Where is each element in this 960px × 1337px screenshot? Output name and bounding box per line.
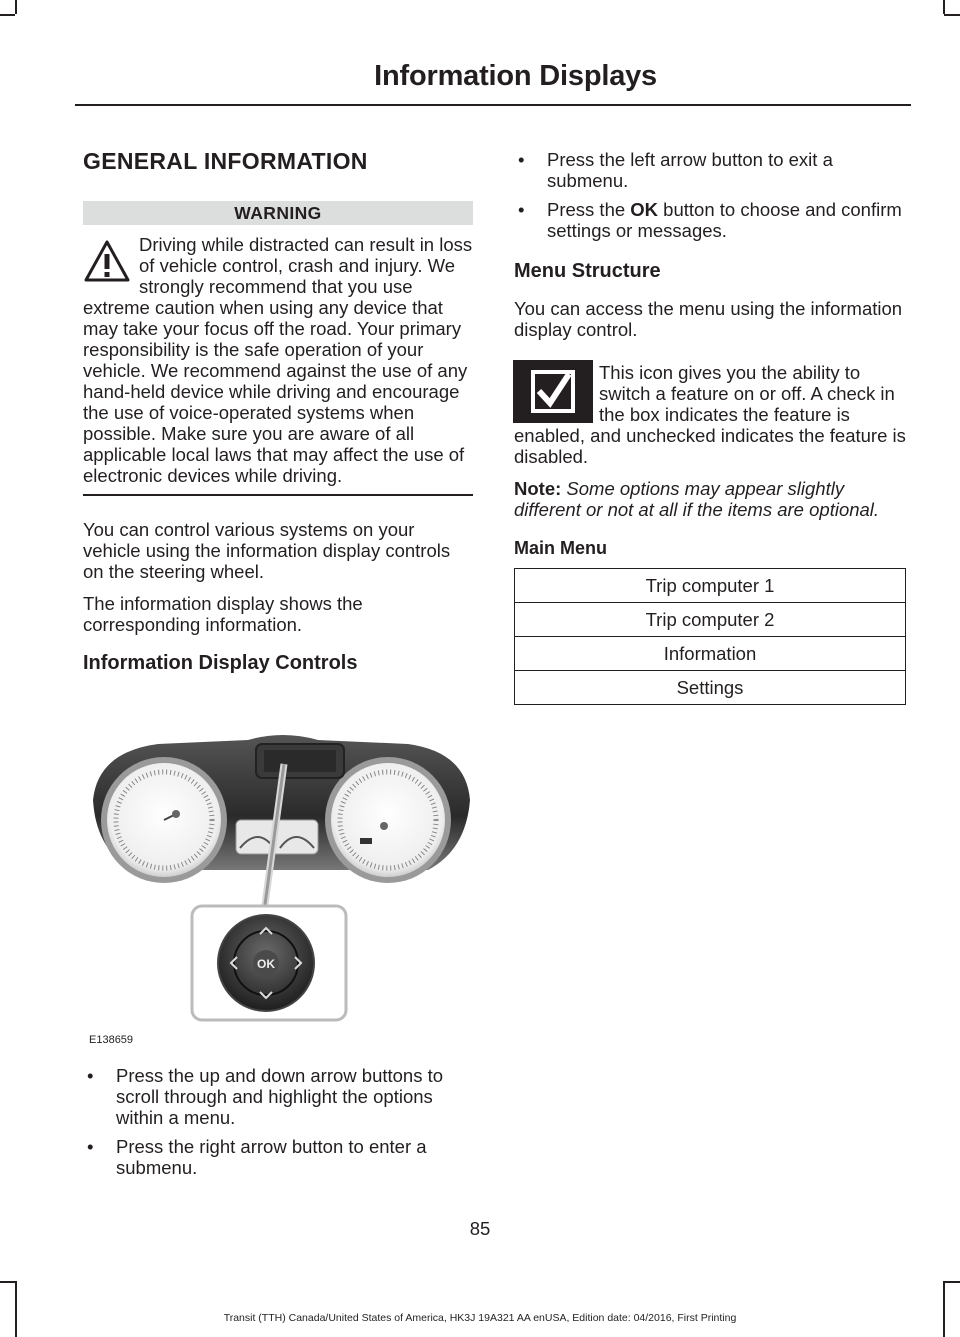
list-item: • Press the up and down arrow buttons to scroll through and highlight the options within a menu. <box>87 1065 444 1128</box>
table-row <box>515 637 906 671</box>
checkbox-description <box>514 362 906 467</box>
left-column <box>83 148 473 675</box>
footer-edition-line: Transit (TTH) Canada/United States of America, HK3J 19A321 AA enUSA, Edition date: 04/2016, First Printing <box>223 1312 737 1324</box>
menu-structure-heading: Menu Structure <box>514 260 661 282</box>
page-number: 85 <box>469 1218 491 1239</box>
warning-block <box>83 234 473 486</box>
crop-mark-top-right <box>943 0 945 14</box>
warning-label: WARNING <box>83 201 473 225</box>
table-row <box>515 569 906 603</box>
checkbox-text: This icon gives you the ability to switch a feature on or off. A check in the box indicates the feature is enabled, and unchecked indicates the feature is disabled. <box>514 362 906 467</box>
header-rule <box>75 104 911 106</box>
bullet-text: Press the up and down arrow buttons to scroll through and highlight the options within a menu. <box>116 1065 444 1128</box>
warning-text: Driving while distracted can result in loss of vehicle control, crash and injury. We strongly recommend that you use extreme caution when using any device that may take your focus off the road. Your primary responsibility is the safe operation of your vehicle. We recommend against the use of any hand-held device while driving and encourage the use of voice-operated systems when possible. Make sure you are aware of all applicable local laws that may affect the use of electronic devices while driving. <box>83 234 473 486</box>
note <box>514 478 906 520</box>
controls-subheading: Information Display Controls <box>83 651 358 674</box>
crop-mark-bottom-right-h <box>944 1281 960 1283</box>
ok-emphasis: OK <box>630 199 659 220</box>
warning-end-rule <box>83 494 473 496</box>
main-menu-table <box>514 568 906 705</box>
right-column <box>514 149 906 705</box>
display-paragraph: The information display shows the corresponding information. <box>83 592 363 635</box>
ok-label: OK <box>257 957 275 971</box>
checkbox-icon <box>513 360 593 423</box>
crop-mark-top-right-h <box>944 14 960 16</box>
menu-item: Settings <box>515 671 906 705</box>
list-item: • Press the OK button to choose and confirm settings or messages. <box>518 199 902 241</box>
list-item: • Press the left arrow button to exit a submenu. <box>518 149 833 191</box>
note-text: Some options may appear slightly different or not at all if the items are optional. <box>514 478 880 520</box>
right-bullets <box>514 149 906 241</box>
crop-mark-top-left-h <box>0 14 15 16</box>
left-bullets <box>83 1065 475 1186</box>
crop-mark-bottom-right <box>943 1281 945 1337</box>
menu-item: Information <box>515 637 906 671</box>
table-row <box>515 671 906 705</box>
crop-mark-bottom-left-h <box>0 1281 15 1283</box>
menu-item: Trip computer 1 <box>515 569 906 603</box>
bullet-text: Press the right arrow button to enter a submenu. <box>116 1136 427 1178</box>
note-label: Note: <box>514 478 562 499</box>
crop-mark-bottom-left <box>15 1281 17 1337</box>
menu-item: Trip computer 2 <box>515 603 906 637</box>
crop-mark-top-left <box>15 0 17 14</box>
instrument-cluster-figure <box>88 730 473 1030</box>
page-header-title: Information Displays <box>374 60 657 92</box>
table-row <box>515 603 906 637</box>
menu-access-paragraph: You can access the menu using the information display control. <box>514 298 903 340</box>
intro-paragraph: You can control various systems on your vehicle using the information display controls on the steering wheel. <box>83 518 451 582</box>
main-menu-heading: Main Menu <box>514 538 607 558</box>
bullet-text: Press the left arrow button to exit a submenu. <box>547 149 833 191</box>
figure-id: E138659 <box>89 1034 134 1046</box>
warning-triangle-icon <box>83 238 131 286</box>
list-item: • Press the right arrow button to enter a submenu. <box>87 1136 427 1178</box>
section-heading: GENERAL INFORMATION <box>83 148 368 174</box>
